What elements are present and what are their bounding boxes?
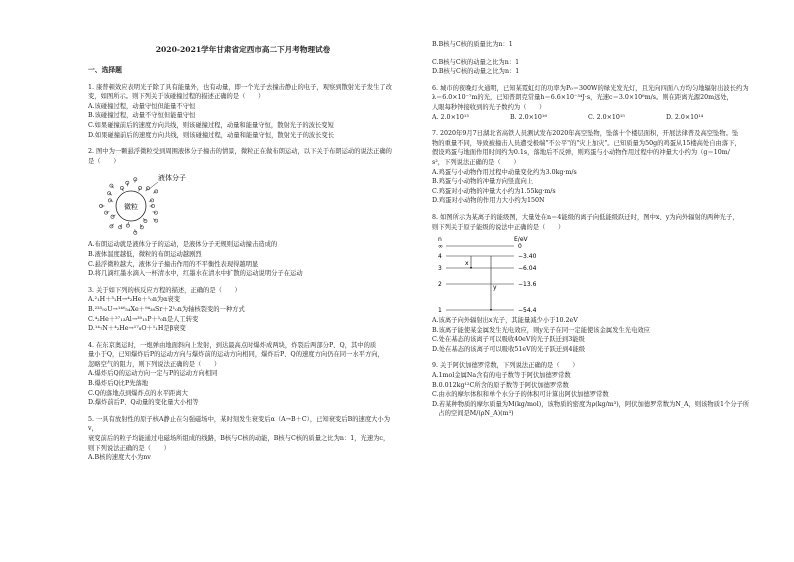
q1-option: A.该碰撞过程，动量守恒但能量不守恒 bbox=[88, 102, 196, 110]
n-axis-label: n bbox=[438, 236, 442, 244]
q4-option: B.爆炸后Q比P先落地 bbox=[88, 380, 149, 388]
question-5 bbox=[88, 415, 398, 463]
q4-stem-line: 4. 在东京奥运时，一炮弹由地面斜向上发射，到达最高点时爆炸成两块，炸裂后两部分P、Q，其中的质 bbox=[88, 341, 377, 349]
q7-stem-line: 假设鸡蛋与地面作用时间约为0.1s，落地后不反弹，则鸡蛋与小动物作用过程中的冲量大小约为（g＝10m/ bbox=[432, 149, 730, 157]
liquid-molecule bbox=[108, 199, 111, 202]
q4-option: C.Q的落地点到爆炸点的水平距离大 bbox=[88, 389, 188, 397]
level-energy-label: −3.40 bbox=[518, 253, 537, 261]
photon-x-label: x bbox=[465, 260, 469, 268]
q2-option: D.将几滴红墨水滴入一杯清水中，红墨水在清水中扩散的运动说明分子在运动 bbox=[88, 270, 303, 278]
q9-stem-line: 9. 关于阿伏加德罗常数，下列说法正确的是（ ） bbox=[432, 362, 579, 370]
q5-stem-line: 衰变前后的粒子均能通过电磁场所组成的线路，B核与C核的动能，B核与C核的质量之比为n：1，光速为c， bbox=[88, 435, 390, 443]
q5-option: B.B核与C核的质量比为n：1 bbox=[432, 41, 513, 48]
q4-option: D.爆炸前后P、Q动量的变化量大小相等 bbox=[88, 399, 199, 407]
q3-option: A.²₁H＋³₁H→⁴₂He＋¹₀n为α衰变 bbox=[88, 296, 181, 304]
liquid-molecule bbox=[105, 211, 108, 214]
q4-stem-line: 量小于Q，已知爆炸后P的运动方向与爆炸前的运动方向相同，爆炸后P、Q的速度方向仍在同一水平方向， bbox=[88, 351, 384, 359]
level-n-label: 3 bbox=[438, 265, 442, 273]
particle-label: 微粒 bbox=[124, 203, 138, 212]
q8-option: C.处在基态的该离子可以吸收40eV的光子跃迁到3能级 bbox=[432, 336, 585, 344]
level-n-label: 1 bbox=[438, 307, 442, 315]
q6-option: C. 2.0×10¹⁵ bbox=[588, 113, 625, 121]
q2-stem-line: 是（ ） bbox=[88, 157, 120, 165]
question-3 bbox=[88, 286, 398, 334]
q6-options-row bbox=[432, 113, 752, 123]
q1-stem-line: 变，如图所示。则下列关于该碰撞过程的描述正确的是（ ） bbox=[88, 93, 265, 101]
question-9 bbox=[432, 361, 752, 419]
q3-option: C.⁴₂He＋²⁷₁₃Al→³⁰₁₅P＋¹₀n是人工转变 bbox=[88, 315, 199, 323]
question-8 bbox=[432, 213, 752, 355]
q4-option: A.爆炸后Q的运动方向一定与P的运动方向相同 bbox=[88, 370, 218, 378]
q6-option: B. 2.0×10¹⁶ bbox=[510, 113, 547, 121]
level-energy-label: 0 bbox=[518, 243, 522, 251]
level-n-label: 2 bbox=[438, 281, 442, 289]
q9-option: C.由水的摩尔体积和单个水分子的体积可计算出阿伏加德罗常数 bbox=[432, 391, 609, 399]
q8-stem-line: 则下列关于原子能级的说法中正确的是（ ） bbox=[432, 223, 565, 231]
liquid-molecule bbox=[151, 199, 154, 202]
q2-stem-line: 2. 图中为一颗悬浮微粒受到周围液体分子撞击的情景，微粒正在做布朗运动，以下关于布朗运动的说法正确的 bbox=[88, 148, 392, 156]
photon-y-label: y bbox=[493, 284, 497, 292]
level-energy-label: −54.4 bbox=[518, 307, 537, 315]
right-column bbox=[432, 40, 752, 419]
question-6 bbox=[432, 84, 752, 122]
q6-stem-line: 人眼每秒钟接收到的光子数约为（ ） bbox=[432, 103, 546, 111]
q6-option: D. 2.0×10¹⁴ bbox=[666, 113, 704, 121]
q7-option: B.鸡蛋与小动物的冲量方向竖直向上 bbox=[432, 178, 534, 186]
q8-option: A.该离子向外辐射出x光子，其能量减少小于10.2eV bbox=[432, 317, 578, 325]
liquid-molecule bbox=[155, 219, 158, 222]
q6-option: A. 2.0×10¹³ bbox=[432, 113, 469, 121]
q3-option: B.²³⁵₉₂U→¹⁴⁰₅₄Xe＋⁹⁴₃₈Sr＋2¹₀n为轴核裂变的一种方式 bbox=[88, 305, 245, 313]
level-n-label: ∞ bbox=[438, 243, 443, 251]
liquid-molecule bbox=[111, 215, 114, 218]
q5-stem-line: 则下列说法正确的是（ ） bbox=[88, 444, 170, 452]
energy-axis-label: E/eV bbox=[514, 236, 528, 244]
energy-level-diagram bbox=[436, 234, 556, 314]
q6-stem-line: 6. 城市的夜晚灯火通明，已知某霓虹灯的功率为P₀＝300W的绿光发光灯，且光向四面八方均匀地辐射出波长约为 bbox=[432, 84, 749, 92]
q9-option: A.1mol金属Na含有的电子数等于阿伏加德罗常数 bbox=[432, 372, 571, 380]
q7-option: D.鸡蛋对小动物的作用力大小约为150N bbox=[432, 197, 545, 205]
question-4 bbox=[88, 341, 398, 408]
q9-option: 占的空间是M/(ρN_A)(m³) bbox=[432, 410, 514, 418]
q7-option: C.鸡蛋对小动物的冲量大小约为1.55kg·m/s bbox=[432, 187, 556, 195]
q6-stem-line: λ＝6.0×10⁻⁷m的光，已知普朗克常量h＝6.6×10⁻³⁴J·s，光速c＝3.0×10⁸m/s。则在距离光源20m远处， bbox=[432, 94, 733, 102]
page-title: 2020-2021学年甘肃省定西市高二下月考物理试卷 bbox=[155, 45, 331, 54]
molecule-label: 液体分子 bbox=[158, 174, 186, 183]
level-energy-label: −6.04 bbox=[518, 265, 537, 273]
section-heading: 一、选择题 bbox=[88, 66, 122, 74]
q1-stem-line: 1. 康普顿效应表明光子除了具有能量外，也有动量，即一个光子去撞击静止的电子，观察到散射光子发生了改 bbox=[88, 83, 392, 91]
q3-stem-line: 3. 关于如下列的核反应方程的描述，正确的是（ ） bbox=[88, 286, 241, 294]
q5-option: C.B核与C核的动量之比为n：1 bbox=[432, 58, 520, 66]
q2-option: B.液体温度越低，微粒的布朗运动越剧烈 bbox=[88, 250, 202, 258]
q5-stem-line: 5. 一具有放射性的原子核A静止在匀强磁场中，某时刻发生衰变后α（A→B＋C），已知衰变后B的速度大小为v， bbox=[88, 415, 391, 433]
q7-stem-line: 物的重量不同，导致被撞击人员遭受极端"不公平"的"灾上加灾"。已知质量为50g的鸡蛋从15楼高处自由落下， bbox=[432, 139, 741, 147]
q8-option: D.处在基态的该离子可以吸收51eV的光子跃迁到4能级 bbox=[432, 345, 586, 353]
q8-option: B.该离子能使某金属发生光电效应，则y光子在同一定能使该金属发生光电效应 bbox=[432, 326, 650, 334]
question-1 bbox=[88, 83, 398, 141]
brownian-motion-figure bbox=[96, 168, 206, 238]
q5-option: A.B核的速度大小为nv bbox=[88, 454, 151, 462]
liquid-molecule bbox=[139, 187, 142, 190]
q5-option: D.B核与C核的动量之比为n：1 bbox=[432, 68, 520, 76]
level-n-label: 4 bbox=[438, 253, 442, 261]
q3-option: D.¹⁴₇N＋⁴₂He→¹⁷₈O＋¹₁H是β衰变 bbox=[88, 325, 186, 333]
q9-option: D.若某种物质的摩尔质量为M(kg/mol)，该物质的密度为ρ(kg/m³)，阿伏加德罗常数为N_A，则该物质1个分子所 bbox=[432, 400, 750, 408]
q1-option: B.该碰撞过程，动量不守恒但能量守恒 bbox=[88, 112, 196, 120]
q1-option: C.如果碰撞前后的速度方向共线，则该碰撞过程，动量和能量守恒，散射光子的波长变短 bbox=[88, 121, 334, 129]
liquid-molecule bbox=[108, 192, 111, 195]
q7-option: A.鸡蛋与小动物作用过程中动量变化约为3.0kg·m/s bbox=[432, 168, 577, 176]
q1-option: D.如果碰撞前后的速度方向共线，则该碰撞过程，动量和能量守恒，散射光子的波长变长 bbox=[88, 131, 335, 139]
question-2 bbox=[88, 147, 398, 279]
molecule-motion-arrow bbox=[127, 183, 128, 187]
q4-stem-line: 忽略空气的阻力，则下列说法正确的是（ ） bbox=[88, 360, 221, 368]
molecule-motion-arrow bbox=[135, 230, 136, 233]
q9-option: B.0.012kg¹²C所含的原子数等于阿伏加德罗常数 bbox=[432, 381, 569, 389]
level-energy-label: −13.6 bbox=[518, 281, 537, 289]
left-column bbox=[88, 36, 398, 463]
q2-option: C.悬浮微粒越大，液体分子撞击作用的不平衡性表现得越明显 bbox=[88, 260, 259, 268]
liquid-molecule bbox=[155, 190, 158, 193]
q8-stem-line: 8. 如图所示为某离子的能级图，大量处在n＝4能级的离子向低能级跃迁时，图中x、y为向外辐射的两种光子， bbox=[432, 213, 739, 221]
question-7 bbox=[432, 129, 752, 206]
q7-stem-line: s²，下列说法正确的是（ ） bbox=[432, 158, 520, 166]
q7-stem-line: 7. 2020年9月7日湖北省高铁人员测试发布2020年高空坠物，坠落十个楼层面积，开展法律普及高空坠物。坠 bbox=[432, 130, 739, 138]
q2-option: A.布朗运动就是液体分子的运动，是液体分子无规则运动撞击造成的 bbox=[88, 241, 278, 249]
molecule-motion-arrow bbox=[135, 180, 136, 183]
